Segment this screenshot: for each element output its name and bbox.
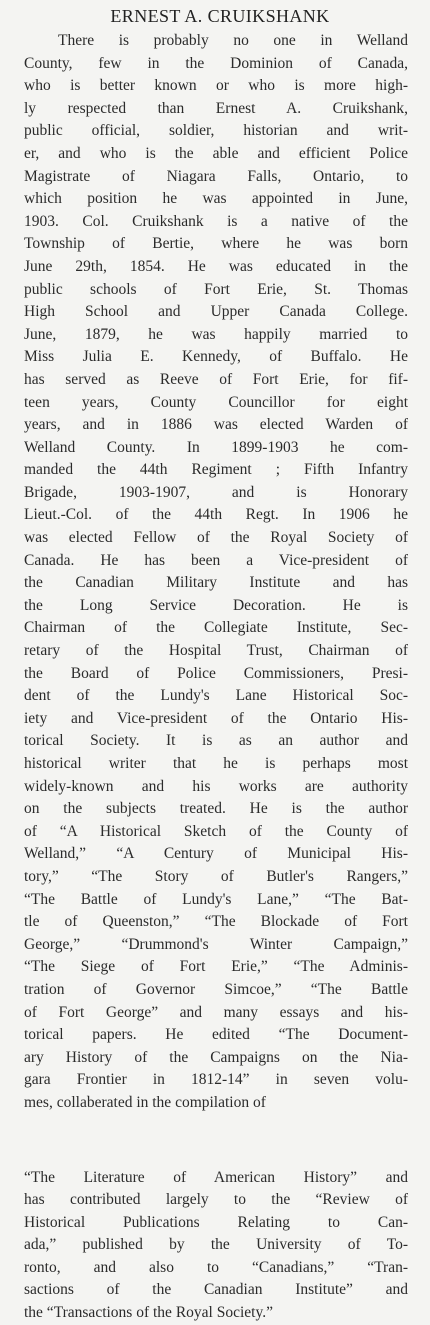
text-line: iety and Vice-president of the Ontario His- [24,709,408,727]
text-line: Miss Julia E. Kennedy, of Buffalo. He [24,348,408,366]
text-line: June, 1879, he was happily married to [24,325,408,343]
text-line: torical Society. It is as an author and [24,732,408,750]
text-line: ada,” published by the University of To- [24,1236,408,1254]
section-break [24,1115,408,1167]
text-line: There is probably no one in Welland [58,32,408,49]
text-line: dent of the Lundy's Lane Historical Soc- [24,687,408,705]
text-line: tration of Governor Simcoe,” “The Battle [24,980,408,998]
text-line: “The Siege of Fort Erie,” “The Adminis- [24,958,408,976]
text-line: retary of the Hospital Trust, Chairman of [24,642,408,660]
text-line: sactions of the Canadian Institute” and [24,1281,408,1299]
text-line: the Canadian Military Institute and has [24,574,408,592]
article-title: ERNEST A. CRUIKSHANK [110,6,330,26]
text-line: public official, soldier, historian and writ- [24,122,408,140]
text-line: gara Frontier in 1812-14” in seven volu- [24,1071,408,1089]
text-line: has served as Reeve of Fort Erie, for fif- [24,370,408,388]
text-line: 1903. Col. Cruikshank is a native of the [24,212,408,230]
text-line: “The Battle of Lundy's Lane,” “The Bat- [24,890,408,908]
text-line: which position he was appointed in June, [24,190,408,208]
text-line: tle of Queenston,” “The Blockade of Fort [24,913,408,931]
text-line: ary History of the Campaigns on the Nia- [24,1048,408,1066]
text-line: Magistrate of Niagara Falls, Ontario, to [24,167,408,185]
text-line: manded the 44th Regiment ; Fifth Infantry [24,461,408,479]
text-line: of Fort George” and many essays and his- [24,1003,408,1021]
text-line: George,” “Drummond's Winter Campaign,” [24,935,408,953]
biography-paragraph-continued [24,1167,408,1325]
biography-paragraph [24,30,408,1115]
text-line: Lieut.-Col. of the 44th Regt. In 1906 he [24,506,408,524]
text-line: ronto, and also to “Canadians,” “Tran- [24,1258,408,1276]
text-line: the “Transactions of the Royal Society.” [24,1304,273,1322]
text-line: June 29th, 1854. He was educated in the [24,257,408,275]
text-line: Township of Bertie, where he was born [24,235,408,253]
text-line: County, few in the Dominion of Canada, [24,54,408,72]
text-line: the Long Service Decoration. He is [24,596,408,614]
text-line: historical writer that he is perhaps most [24,755,408,772]
text-line: tory,” “The Story of Butler's Rangers,” [24,867,408,885]
text-line: widely-known and his works are authority [24,777,408,795]
text-line: teen years, County Councillor for eight [24,393,408,411]
text-line: Brigade, 1903-1907, and is Honorary [24,483,408,501]
text-line: who is better known or who is more high- [24,77,408,95]
text-line: was elected Fellow of the Royal Society of [24,529,408,547]
text-line: Chairman of the Collegiate Institute, Sec- [24,619,408,637]
text-line: High School and Upper Canada College. [24,303,408,321]
text-line: years, and in 1886 was elected Warden of [24,416,408,434]
text-line: er, and who is the able and efficient Police [24,144,408,162]
text-line: of “A Historical Sketch of the County of [24,822,408,840]
text-line: Welland,” “A Century of Municipal His- [24,845,408,863]
text-line: Welland County. In 1899-1903 he com- [24,438,408,456]
text-line: has contributed largely to the “Review of [24,1191,408,1209]
text-line: “The Literature of American History” and [24,1168,408,1186]
text-line: Canada. He has been a Vice-president of [24,551,408,569]
text-line: public schools of Fort Erie, St. Thomas [24,280,408,298]
text-line: ly respected than Ernest A. Cruikshank, [24,99,408,117]
text-line: Historical Publications Relating to Can- [24,1213,408,1231]
text-line: torical papers. He edited “The Document- [24,1026,408,1044]
text-line: the Board of Police Commissioners, Presi- [24,664,408,682]
text-line: mes, collaberated in the compilation of [24,1093,266,1111]
text-line: on the subjects treated. He is the author [24,800,408,818]
